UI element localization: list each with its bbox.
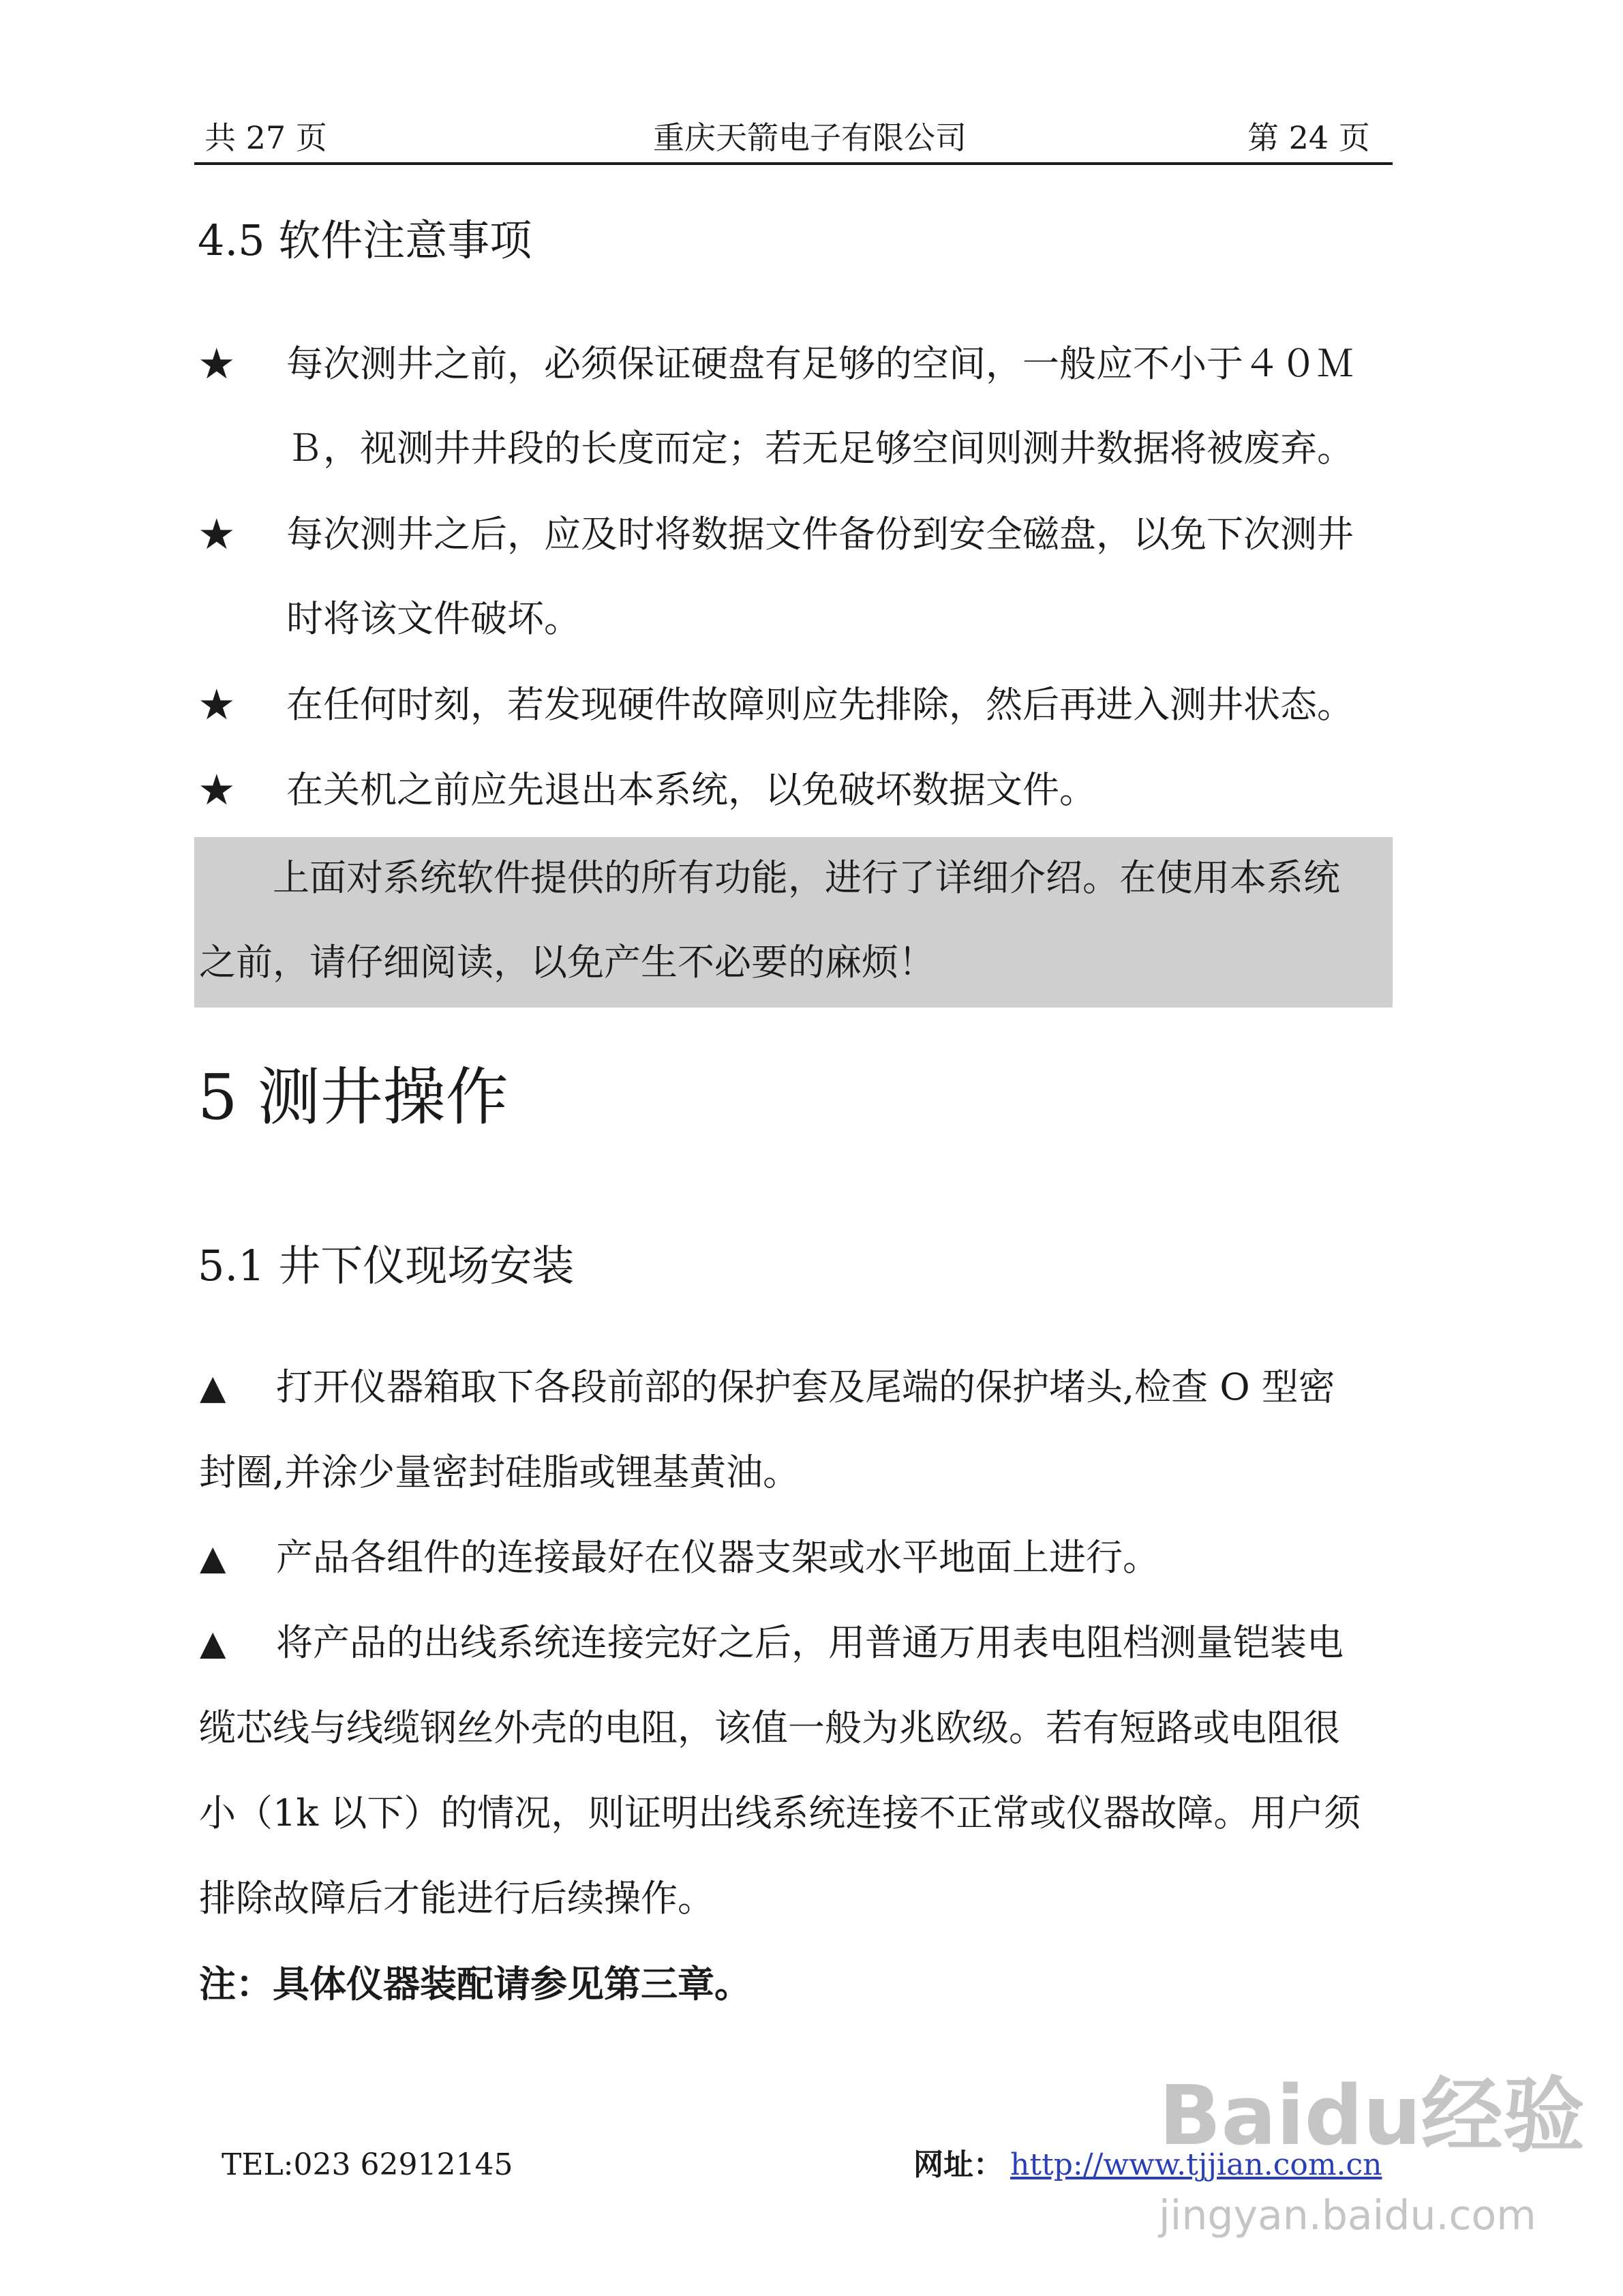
star-bullet: ★ <box>198 680 236 729</box>
footer-tel: TEL:023 62912145 <box>222 2147 513 2182</box>
list-item-line: 在任何时刻，若发现硬件故障则应先排除，然后再进入测井状态。 <box>286 683 1354 726</box>
baidu-watermark-logo: Baidu经验 <box>1159 2069 1585 2164</box>
list-item-line: 小（1k 以下）的情况，则证明出线系统连接不正常或仪器故障。用户须 <box>199 1792 1361 1834</box>
triangle-bullet: ▲ <box>200 1623 226 1663</box>
list-item-line: 每次测井之前，必须保证硬盘有足够的空间，一般应不小于４０Ｍ <box>286 342 1354 385</box>
list-item-line: 时将该文件破坏。 <box>286 597 581 640</box>
star-bullet: ★ <box>198 765 236 815</box>
company-name: 重庆天箭电子有限公司 <box>653 119 967 156</box>
list-item-line: 产品各组件的连接最好在仪器支架或水平地面上进行。 <box>276 1536 1159 1579</box>
header-rule <box>194 162 1393 165</box>
star-bullet: ★ <box>198 509 236 559</box>
list-item-line: 封圈,并涂少量密封硅脂或锂基黄油。 <box>199 1451 800 1494</box>
note-line: 之前，请仔细阅读，以免产生不必要的麻烦！ <box>199 941 935 984</box>
list-item-line: 排除故障后才能进行后续操作。 <box>199 1877 714 1920</box>
list-item-line: 将产品的出线系统连接完好之后，用普通万用表电阻档测量铠装电 <box>276 1621 1344 1664</box>
list-item-line: 打开仪器箱取下各段前部的保护套及尾端的保护堵头,检查 O 型密 <box>276 1365 1335 1408</box>
page-number: 第 24 页 <box>1247 119 1370 156</box>
triangle-bullet: ▲ <box>200 1538 226 1577</box>
footer-url-label: 网址： <box>913 2147 1003 2182</box>
page-count: 共 27 页 <box>204 119 327 156</box>
list-item-line: 在关机之前应先退出本系统，以免破坏数据文件。 <box>286 768 1096 811</box>
section-5-1-title: 5.1 井下仪现场安装 <box>198 1241 575 1290</box>
section-4-5-title: 4.5 软件注意事项 <box>198 215 532 265</box>
list-item-line: Ｂ，视测井井段的长度而定；若无足够空间则测井数据将被废弃。 <box>286 427 1354 470</box>
list-item-line: 缆芯线与线缆钢丝外壳的电阻，该值一般为兆欧级。若有短路或电阻很 <box>199 1706 1340 1749</box>
star-bullet: ★ <box>198 339 236 389</box>
chapter-5-title: 5 测井操作 <box>198 1061 509 1134</box>
note-line: 上面对系统软件提供的所有功能，进行了详细介绍。在使用本系统 <box>273 856 1340 899</box>
baidu-watermark-site: jingyan.baidu.com <box>1159 2192 1536 2239</box>
list-item-line: 每次测井之后，应及时将数据文件备份到安全磁盘，以免下次测井 <box>286 513 1354 556</box>
footer-url-link[interactable]: http://www.tjjian.com.cn <box>1010 2147 1382 2182</box>
triangle-bullet: ▲ <box>200 1368 226 1407</box>
assembly-note: 注：具体仪器装配请参见第三章。 <box>199 1962 751 2006</box>
